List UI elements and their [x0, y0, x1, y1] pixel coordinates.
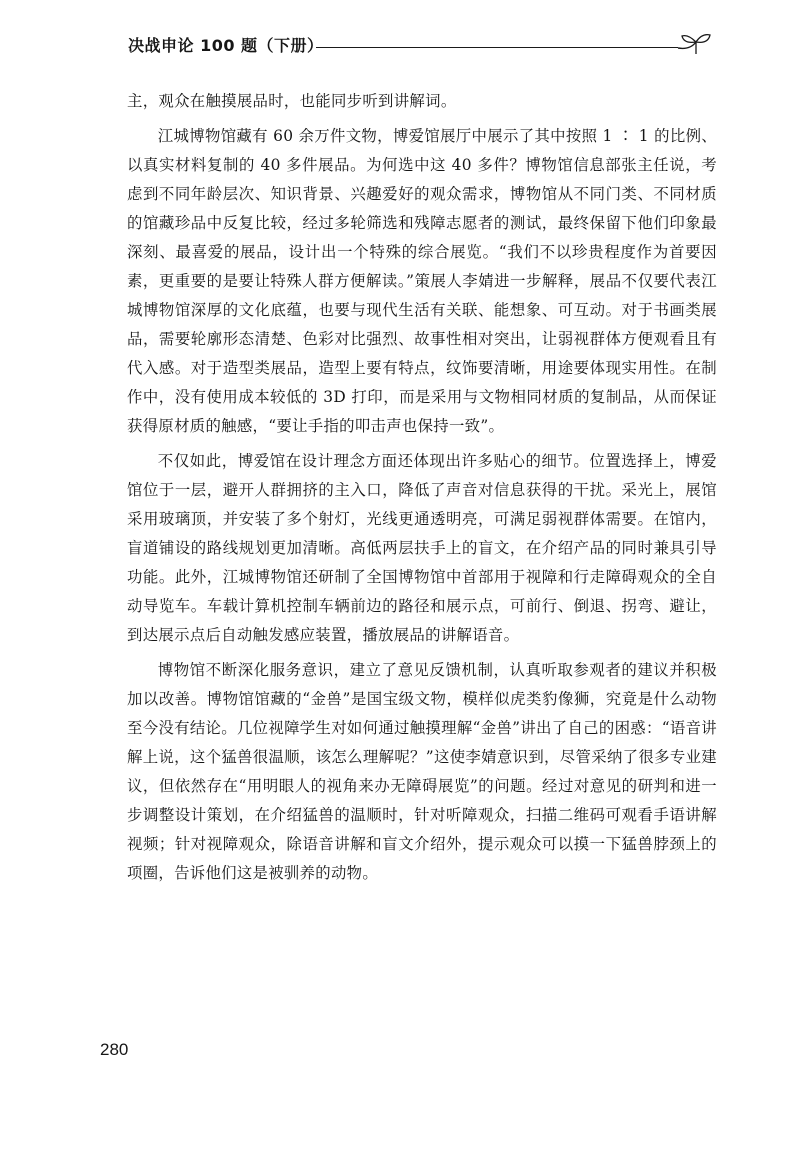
header-rule: [316, 47, 678, 48]
book-title: 决战申论 100 题（下册）: [128, 36, 324, 55]
paragraph-design-details: 不仅如此，博爱馆在设计理念方面还体现出许多贴心的细节。位置选择上，博爱馆位于一层，避开人群拥挤的主入口，降低了声音对信息获得的干扰。采光上，展馆采用玻璃顶，并安装了多个射灯，光线更通透明亮，可满足弱视群体需要。在馆内，盲道铺设的路线规划更加清晰。高低两层扶手上的盲文，在介绍产品的同时兼具引导功能。此外，江城博物馆还研制了全国博物馆中首部用于视障和行走障碍观众的全自动导览车。车载计算机控制车辆前边的路径和展示点，可前行、倒退、拐弯、避让，到达展示点后自动触发感应装置，播放展品的讲解语音。: [127, 452, 717, 644]
sprout-icon: [676, 32, 716, 58]
running-header: [128, 30, 728, 60]
paragraph-exhibit-selection: 江城博物馆藏有 60 余万件文物，博爱馆展厅中展示了其中按照 1 ∶ 1 的比例、以真实材料复制的 40 多件展品。为何选中这 40 多件？博物馆信息部张主任说，考虑到不同年龄层次、知识背景、兴趣爱好的观众需求，博物馆从不同门类、不同材质的馆藏珍品中反复比较，经过多轮筛选和残障志愿者的测试，最终保留下他们印象最深刻、最喜爱的展品，设计出一个特殊的综合展览。“我们不以珍贵程度作为首要因素，更重要的是要让特殊人群方便解读。”策展人李婧进一步解释，展品不仅要代表江城博物馆深厚的文化底蕴，也要与现代生活有关联、能想象、可互动。对于书画类展品，需要轮廓形态清楚、色彩对比强烈、故事性相对突出，让弱视群体方便观看且有代入感。对于造型类展品，造型上要有特点，纹饰要清晰，用途要体现实用性。在制作中，没有使用成本较低的 3D 打印，而是采用与文物相同材质的复制品，从而保证获得原材质的触感，“要让手指的叩击声也保持一致”。: [127, 127, 717, 435]
article-body: [127, 87, 717, 894]
paragraph-continued: 主，观众在触摸展品时，也能同步听到讲解词。: [127, 92, 457, 110]
paragraph-feedback-mechanism: 博物馆不断深化服务意识，建立了意见反馈机制，认真听取参观者的建议并积极加以改善。博物馆馆藏的“金兽”是国宝级文物，模样似虎类豹像狮，究竟是什么动物至今没有结论。几位视障学生对如何通过触摸理解“金兽”讲出了自己的困惑：“语音讲解上说，这个猛兽很温顺，该怎么理解呢？”这使李婧意识到，尽管采纳了很多专业建议，但依然存在“用明眼人的视角来办无障碍展览”的问题。经过对意见的研判和进一步调整设计策划，在介绍猛兽的温顺时，针对听障观众，扫描二维码可观看手语讲解视频；针对视障观众，除语音讲解和盲文介绍外，提示观众可以摸一下猛兽脖颈上的项圈，告诉他们这是被驯养的动物。: [127, 661, 717, 882]
page-number: 280: [100, 1040, 129, 1059]
